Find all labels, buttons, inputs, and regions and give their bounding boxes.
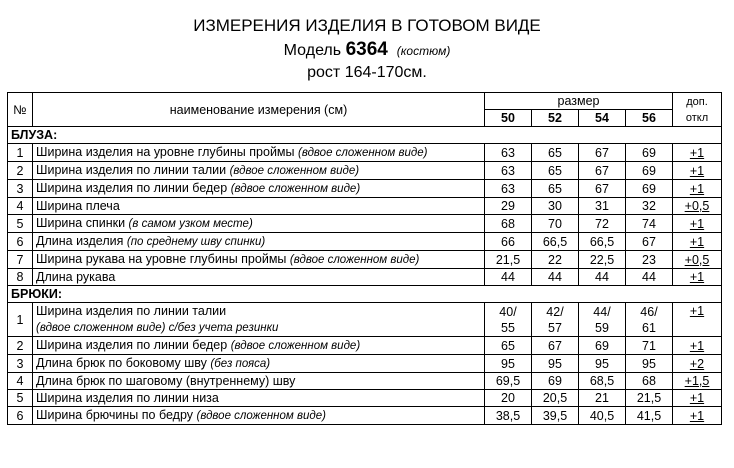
size-value: 69 [532,373,579,390]
size-value: 74 [626,215,673,233]
size-value: 30 [532,198,579,215]
measurement-name [33,407,485,425]
header-tolerance-line1: доп. [686,95,708,108]
table-row [8,162,722,180]
tolerance-value [673,373,722,390]
measurement-label: Ширина брючины по бедру [36,408,194,422]
tolerance-text: +1 [689,304,705,318]
measurement-label: Ширина изделия по линии талии [36,163,227,177]
size-value-top: 46/ [640,304,658,319]
row-number: 1 [8,303,33,337]
size-value: 95 [626,355,673,373]
tolerance-text: +1,5 [684,374,710,388]
measurement-name [33,303,485,337]
size-col: 56 [626,110,673,127]
measurement-note: (вдвое сложенном виде) [196,410,326,422]
size-value: 66 [485,233,532,251]
table-row [8,355,722,373]
table-row [8,180,722,198]
tolerance-value [673,215,722,233]
height-range: рост 164-170см. [307,64,427,81]
row-number: 1 [8,144,33,162]
measurement-name [33,233,485,251]
size-value: 44 [485,269,532,286]
tolerance-value [673,198,722,215]
row-number: 2 [8,337,33,355]
size-value: 66,5 [579,233,626,251]
measurement-name [33,180,485,198]
tolerance-text: +1 [689,234,705,249]
size-value: 44 [579,269,626,286]
tolerance-value [673,162,722,180]
size-value: 65 [485,337,532,355]
size-value: 66,5 [532,233,579,251]
size-value: 67 [579,180,626,198]
tolerance-value [673,269,722,286]
measurement-note: (по среднему шву спинки) [126,236,266,248]
measurement-name [33,215,485,233]
tolerance-text: +1 [689,391,705,405]
size-value: 69 [626,144,673,162]
table-row [8,269,722,286]
row-number: 5 [8,215,33,233]
header-tolerance-line2: откл [685,111,709,124]
size-value [626,303,673,337]
size-value-bottom: 57 [548,320,562,335]
measurement-label: Ширина изделия по линии бедер [36,338,228,352]
tolerance-value [673,390,722,407]
row-number: 6 [8,407,33,425]
size-value: 95 [532,355,579,373]
measurement-name [33,390,485,407]
tolerance-text: +1 [689,145,705,160]
measurement-name [33,198,485,215]
row-number: 6 [8,233,33,251]
tolerance-value [673,355,722,373]
measurement-note: (вдвое сложенном виде) [229,165,360,177]
size-value: 21,5 [485,251,532,269]
size-value: 69 [626,180,673,198]
size-value: 68 [626,373,673,390]
size-value: 21 [579,390,626,407]
size-value [485,303,532,337]
size-value: 39,5 [532,407,579,425]
header-tolerance [673,93,722,127]
size-value: 95 [579,355,626,373]
measurement-label: Ширина изделия по линии бедер [36,181,228,195]
size-value: 22,5 [579,251,626,269]
tolerance-text: +0,5 [684,252,710,267]
measurement-label: Длина рукава [36,270,116,284]
size-value [579,303,626,337]
header-num: № [8,93,33,127]
section-title: БРЮКИ: [8,286,722,303]
size-value: 95 [485,355,532,373]
tolerance-text: +1 [689,338,705,353]
measurement-label: Длина брюк по боковому шву [36,356,207,370]
size-value: 69,5 [485,373,532,390]
size-value: 29 [485,198,532,215]
size-value [532,303,579,337]
size-value-bottom: 59 [595,320,609,335]
size-value: 23 [626,251,673,269]
size-value: 67 [626,233,673,251]
size-value: 69 [626,162,673,180]
tolerance-value [673,303,722,337]
size-value: 69 [579,337,626,355]
table-row [8,198,722,215]
measurement-name [33,337,485,355]
measurement-label: Ширина изделия на уровне глубины проймы [36,145,295,159]
table-row [8,337,722,355]
header-size: размер [485,93,673,110]
size-col: 52 [532,110,579,127]
size-value: 31 [579,198,626,215]
measurement-note: (вдвое сложенном виде) [230,183,361,195]
size-value: 67 [579,144,626,162]
tolerance-value [673,144,722,162]
measurements-table [7,92,722,425]
tolerance-text: +1 [689,216,705,231]
size-value: 63 [485,144,532,162]
tolerance-text: +1 [689,163,705,178]
size-value: 71 [626,337,673,355]
header-row [8,93,722,110]
table-row [8,373,722,390]
table-row [8,407,722,425]
size-value: 65 [532,144,579,162]
size-col: 54 [579,110,626,127]
size-value: 44 [626,269,673,286]
measurement-label: Ширина рукава на уровне глубины проймы [36,252,287,266]
measurement-name [33,251,485,269]
size-value: 68,5 [579,373,626,390]
size-value: 70 [532,215,579,233]
header-name: наименование измерения (см) [33,93,485,127]
size-value: 68 [485,215,532,233]
size-value: 32 [626,198,673,215]
table-row [8,251,722,269]
measurement-label: Ширина спинки [36,216,126,230]
size-value-top: 42/ [546,304,564,319]
tolerance-text: +1 [689,270,705,284]
size-value-top: 44/ [593,304,611,319]
measurement-label: Ширина изделия по линии низа [36,391,219,405]
row-number: 4 [8,198,33,215]
table-row [8,215,722,233]
size-value-top: 40/ [499,304,517,319]
size-value: 20,5 [532,390,579,407]
measurement-name [33,144,485,162]
measurement-label: Длина брюк по шаговому (внутреннему) шву [36,374,296,388]
measurement-note: (в самом узком месте) [128,218,253,230]
table-row [8,303,722,337]
measurement-label: Длина изделия [36,234,124,248]
size-value: 41,5 [626,407,673,425]
measurement-note: (вдвое сложенном виде) [298,147,428,159]
size-value: 38,5 [485,407,532,425]
tolerance-text: +2 [689,356,705,371]
measurement-name [33,269,485,286]
size-value: 40,5 [579,407,626,425]
tolerance-value [673,233,722,251]
measurement-label: Ширина плеча [36,199,120,213]
table-row [8,233,722,251]
size-value: 63 [485,162,532,180]
document-title: ИЗМЕРЕНИЯ ИЗДЕЛИЯ В ГОТОВОМ ВИДЕ [193,16,541,35]
section-row [8,286,722,303]
size-value: 22 [532,251,579,269]
section-title: БЛУЗА: [8,127,722,144]
model-label: Модель [283,42,342,59]
size-value: 63 [485,180,532,198]
size-value: 67 [579,162,626,180]
size-col: 50 [485,110,532,127]
tolerance-text: +1 [689,181,705,196]
size-value: 44 [532,269,579,286]
measurement-label: Ширина изделия по линии талии [36,304,227,318]
row-number: 7 [8,251,33,269]
section-row [8,127,722,144]
size-value: 72 [579,215,626,233]
size-value: 65 [532,162,579,180]
tolerance-value [673,337,722,355]
measurement-note: (без пояса) [210,358,271,370]
size-value-bottom: 61 [642,320,656,335]
row-number: 2 [8,162,33,180]
model-number: 6364 [345,39,388,60]
model-line [0,39,734,61]
measurement-name [33,162,485,180]
measurement-note: (вдвое сложенном виде) с/без учета резинки [36,322,279,334]
tolerance-text: +0,5 [684,199,710,213]
row-number: 3 [8,355,33,373]
row-number: 3 [8,180,33,198]
tolerance-value [673,251,722,269]
table-row [8,144,722,162]
measurement-name [33,355,485,373]
table-row [8,390,722,407]
tolerance-text: +1 [689,408,705,423]
measurement-note: (вдвое сложенном виде) [230,340,361,352]
model-note: (костюм) [396,44,451,58]
size-value: 65 [532,180,579,198]
tolerance-value [673,407,722,425]
row-number: 8 [8,269,33,286]
tolerance-value [673,180,722,198]
row-number: 4 [8,373,33,390]
size-value: 21,5 [626,390,673,407]
measurement-note: (вдвое сложенном виде) [289,254,420,266]
row-number: 5 [8,390,33,407]
size-value: 20 [485,390,532,407]
size-value: 67 [532,337,579,355]
size-value-bottom: 55 [501,320,515,335]
measurement-name [33,373,485,390]
